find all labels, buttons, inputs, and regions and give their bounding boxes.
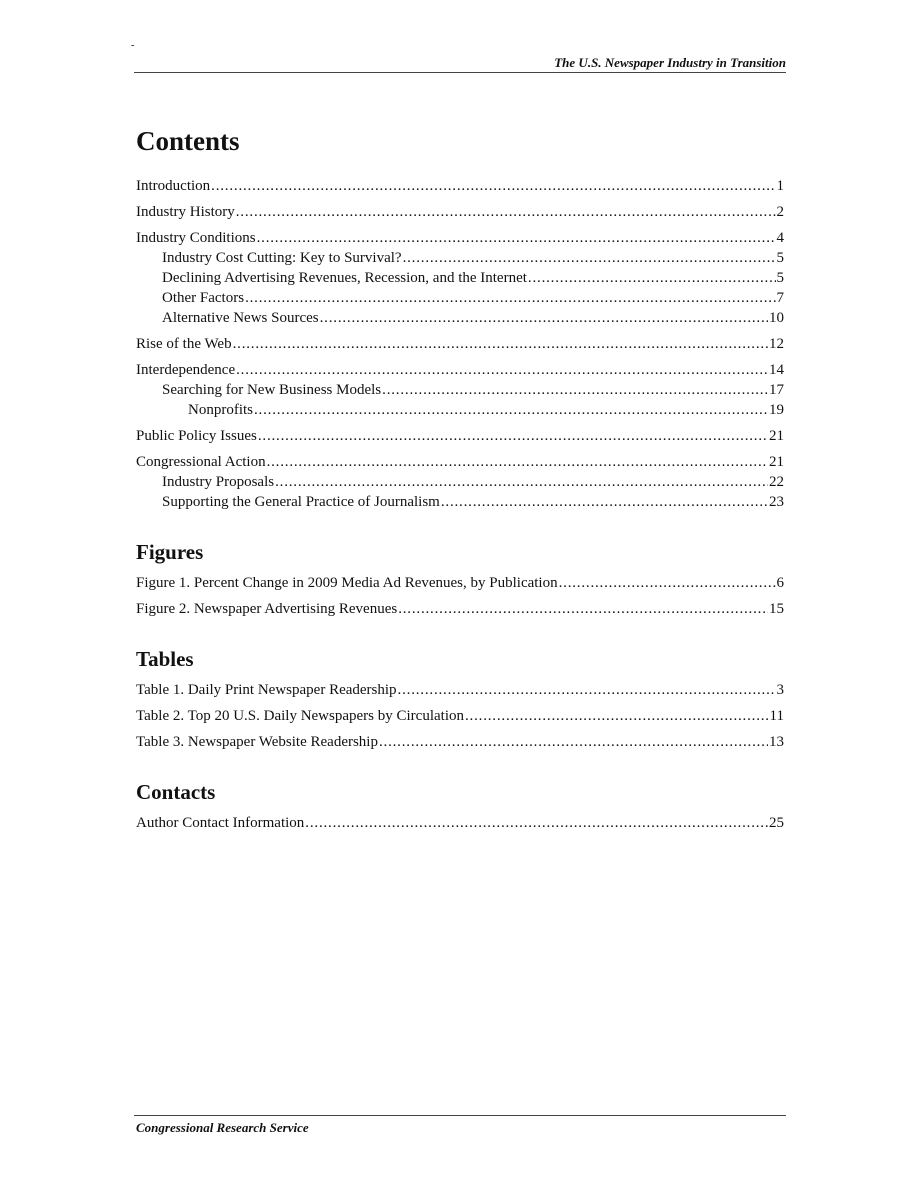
toc-entry-introduction[interactable] [136,176,784,196]
table-entry-2[interactable] [136,706,784,726]
toc-entry-supporting-journalism[interactable] [136,492,784,512]
dot-leader [528,268,776,288]
toc-entry-congressional-action[interactable] [136,452,784,472]
toc-entry-page: 14 [769,362,784,378]
toc-entry-page: 22 [769,474,784,490]
toc-entry-alternative-news-sources[interactable] [136,308,784,328]
contacts-heading: Contacts [136,780,216,804]
toc-entry-title: Table 1. Daily Print Newspaper Readership [136,682,397,698]
running-header: The U.S. Newspaper Industry in Transition [554,55,786,70]
toc-entry-searching-for-new-business-models[interactable] [136,380,784,400]
toc-entry-title: Searching for New Business Models [162,382,382,398]
dot-leader [398,680,776,700]
dot-leader [403,248,776,268]
toc-entry-page: 25 [769,815,784,831]
contacts-section [136,779,784,833]
header-divider [134,72,786,73]
toc-entry-title: Figure 1. Percent Change in 2009 Media Ad Revenues, by Publication [136,575,558,591]
dot-leader [320,308,768,328]
toc-entry-public-policy-issues[interactable] [136,426,784,446]
figure-entry-1[interactable] [136,573,784,593]
toc-entry-interdependence[interactable] [136,360,784,380]
toc-entry-other-factors[interactable] [136,288,784,308]
dot-leader [245,288,775,308]
toc-entry-industry-history[interactable] [136,202,784,222]
table-of-contents [136,124,784,833]
table-entry-1[interactable] [136,680,784,700]
toc-entry-industry-proposals[interactable] [136,472,784,492]
toc-entry-page: 5 [776,270,784,286]
toc-entry-title: Alternative News Sources [162,310,319,326]
toc-entry-page: 15 [769,601,784,617]
dot-leader [233,334,768,354]
toc-entry-rise-of-the-web[interactable] [136,334,784,354]
figures-section [136,539,784,619]
toc-entry-title: Supporting the General Practice of Journalism [162,494,440,510]
toc-entry-title: Declining Advertising Revenues, Recession, and the Internet [162,270,527,286]
toc-entry-title: Industry Cost Cutting: Key to Survival? [162,250,402,266]
toc-entry-page: 21 [769,454,784,470]
toc-entry-title: Table 2. Top 20 U.S. Daily Newspapers by Circulation [136,708,464,724]
toc-entry-title: Industry History [136,204,235,220]
toc-entry-declining-advertising-revenues[interactable] [136,268,784,288]
tables-heading: Tables [136,647,194,671]
toc-entry-industry-cost-cutting[interactable] [136,248,784,268]
corner-mark: - [131,40,135,51]
dot-leader [257,228,776,248]
dot-leader [211,176,775,196]
dot-leader [382,380,768,400]
toc-entry-page: 23 [769,494,784,510]
tables-section [136,646,784,752]
toc-entry-title: Interdependence [136,362,236,378]
toc-entry-page: 2 [776,204,784,220]
contents-list [136,176,784,512]
running-footer: Congressional Research Service [136,1120,309,1135]
dot-leader [398,599,768,619]
toc-entry-page: 17 [769,382,784,398]
toc-entry-nonprofits[interactable] [136,400,784,420]
toc-entry-page: 10 [769,310,784,326]
contact-entry-author[interactable] [136,813,784,833]
toc-entry-title: Public Policy Issues [136,428,257,444]
toc-entry-title: Nonprofits [188,402,253,418]
toc-entry-page: 1 [776,178,784,194]
dot-leader [379,732,768,752]
toc-entry-title: Figure 2. Newspaper Advertising Revenues [136,601,398,617]
dot-leader [441,492,768,512]
toc-entry-title: Rise of the Web [136,336,232,352]
dot-leader [236,360,768,380]
toc-entry-title: Table 3. Newspaper Website Readership [136,734,378,750]
dot-leader [267,452,768,472]
dot-leader [559,573,776,593]
toc-entry-industry-conditions[interactable] [136,228,784,248]
dot-leader [236,202,776,222]
toc-entry-title: Industry Proposals [162,474,275,490]
toc-entry-page: 4 [776,230,784,246]
dot-leader [254,400,768,420]
toc-entry-page: 13 [769,734,784,750]
toc-entry-title: Other Factors [162,290,245,306]
toc-entry-page: 12 [769,336,784,352]
toc-entry-page: 3 [776,682,784,698]
dot-leader [465,706,769,726]
toc-entry-page: 19 [769,402,784,418]
toc-entry-title: Congressional Action [136,454,266,470]
table-entry-3[interactable] [136,732,784,752]
contents-heading: Contents [136,126,240,156]
dot-leader [275,472,768,492]
toc-entry-title: Author Contact Information [136,815,305,831]
toc-entry-page: 5 [776,250,784,266]
dot-leader [258,426,768,446]
footer-divider [134,1115,786,1116]
toc-entry-title: Introduction [136,178,211,194]
toc-entry-page: 6 [776,575,784,591]
toc-entry-page: 21 [769,428,784,444]
figures-heading: Figures [136,540,204,564]
toc-entry-title: Industry Conditions [136,230,256,246]
toc-entry-page: 11 [769,708,784,724]
toc-entry-page: 7 [776,290,784,306]
figure-entry-2[interactable] [136,599,784,619]
dot-leader [305,813,768,833]
